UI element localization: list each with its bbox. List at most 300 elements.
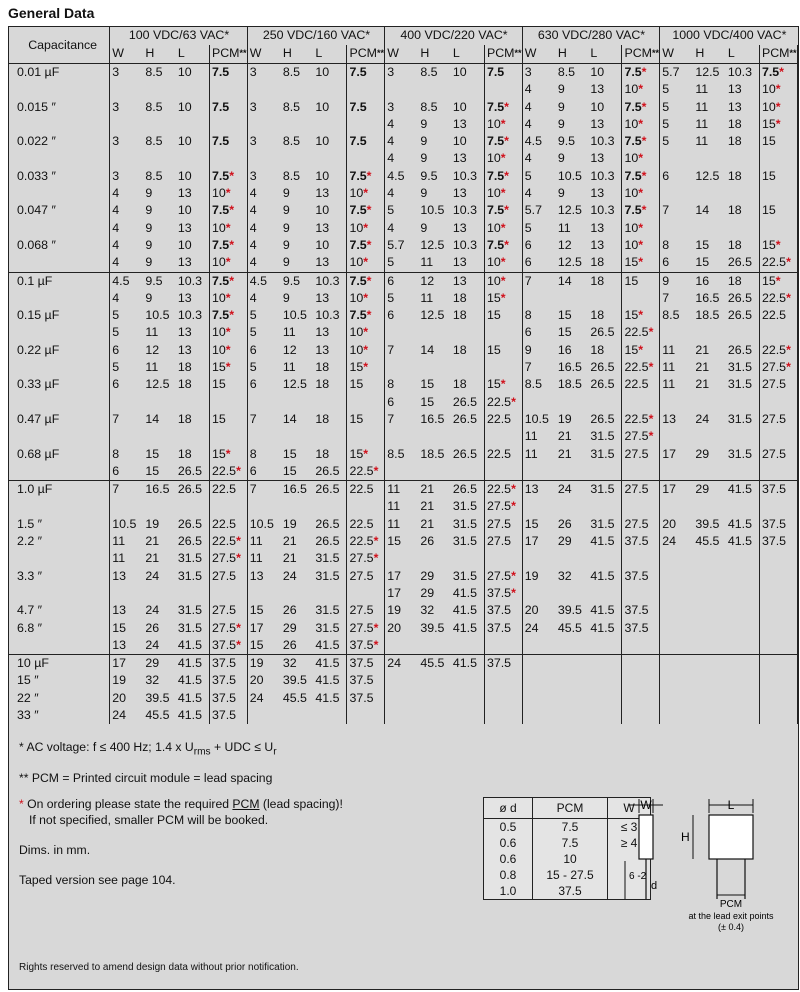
order-asterisk: * (504, 99, 509, 114)
w-cell: 4 (522, 150, 556, 167)
order-asterisk: * (373, 637, 379, 652)
pcm-cell (759, 707, 797, 724)
pcm-cell (622, 655, 660, 673)
order-asterisk: * (373, 620, 379, 635)
order-asterisk: * (638, 186, 644, 201)
pcm-value: 7.5 (486, 237, 505, 252)
w-cell (385, 707, 419, 724)
h-cell: 9 (420, 116, 428, 131)
order-asterisk: * (229, 203, 235, 218)
h-cell: 9 (420, 220, 428, 235)
l-cell: 18 (726, 272, 760, 290)
pcm-cell (484, 602, 522, 619)
order-asterisk: * (648, 411, 654, 426)
order-asterisk: * (511, 482, 516, 497)
pcm-cell (347, 185, 385, 202)
l-cell: 13 (315, 186, 330, 201)
l-cell: 26.5 (727, 255, 752, 270)
voltage-header: 100 VDC/63 VAC* (110, 27, 247, 45)
h-cell (281, 428, 314, 445)
order-asterisk: * (504, 237, 509, 252)
w-cell (385, 550, 419, 567)
w-cell (110, 81, 144, 98)
l-cell: 26.5 (315, 516, 340, 531)
w-cell: 15 (247, 637, 281, 655)
w-cell: 4 (522, 116, 556, 133)
pcm-value: 37.5 (624, 534, 649, 549)
l-cell (726, 324, 760, 341)
pcm-cell (484, 150, 522, 167)
pcm-cell (484, 655, 522, 673)
w-cell: 5 (660, 116, 694, 133)
pcm-cell (209, 324, 247, 341)
l-cell (726, 185, 760, 202)
w-cell: 3 (247, 99, 281, 116)
h-cell: 9.5 (420, 168, 438, 183)
pcm-cell (347, 637, 385, 655)
l-cell (726, 672, 760, 689)
l-cell: 31.5 (177, 568, 202, 583)
pcm-cell (622, 64, 660, 82)
l-cell (176, 81, 210, 98)
l-cell: 31.5 (177, 603, 202, 618)
l-cell: 41.5 (590, 620, 615, 635)
w-cell (110, 585, 144, 602)
pcm-cell (209, 237, 247, 254)
pcm-cell (484, 81, 522, 98)
w-cell: 24 (247, 690, 281, 707)
h-cell: 45.5 (695, 534, 720, 549)
pcm-cell (209, 585, 247, 602)
pcm-cell (622, 376, 660, 393)
h-cell: 24 (145, 568, 160, 583)
w-cell: 4.5 (385, 168, 419, 185)
w-cell: 11 (385, 516, 419, 533)
pcm-value: 10 (349, 255, 364, 270)
pcm-value: 27.5 (761, 360, 787, 375)
h-cell (556, 707, 589, 724)
w-cell: 13 (660, 411, 694, 428)
pcm-value: 37.5 (761, 516, 787, 531)
pcm-cell (759, 133, 797, 150)
l-cell: 26.5 (590, 411, 615, 426)
h-cell: 16.5 (420, 411, 445, 426)
pcm-cell (759, 168, 797, 185)
w-cell: 5 (385, 254, 419, 272)
w-cell (660, 655, 694, 673)
l-cell (726, 637, 760, 655)
h-cell: 15 (695, 255, 710, 270)
w-cell: 11 (522, 446, 556, 463)
pcm-value: 10 (486, 186, 501, 201)
pcm-value: 37.5 (211, 637, 237, 652)
table-row (9, 411, 798, 428)
pcm-cell (622, 394, 660, 411)
capacitance-cell: 0.01 µF (17, 65, 60, 79)
h-cell (418, 463, 451, 481)
pcm-cell (759, 446, 797, 463)
w-cell: 17 (385, 585, 419, 602)
pcm-cell (209, 202, 247, 219)
l-cell (176, 116, 210, 133)
l-cell: 13 (452, 116, 467, 131)
pcm-cell (347, 446, 385, 463)
h-header: H (418, 45, 451, 64)
pcm-value: 22.5 (349, 534, 374, 549)
pcm-cell (484, 707, 522, 724)
l-cell: 31.5 (315, 603, 340, 618)
pcm-cell (622, 428, 660, 445)
l-label: L (727, 798, 735, 812)
w-cell: 7 (110, 481, 144, 499)
h-cell: 9 (557, 186, 565, 201)
pcm-table-cell: 0.8 (484, 867, 533, 883)
l-cell: 26.5 (177, 516, 202, 531)
l-cell: 41.5 (726, 481, 760, 499)
w-cell: 13 (110, 637, 144, 655)
pcm-cell (484, 185, 522, 202)
pcm-value: 10 (211, 342, 226, 357)
w-cell: 6 (660, 254, 694, 272)
h-cell: 19 (557, 411, 572, 426)
w-cell: 5 (247, 359, 281, 376)
w-cell: 4 (110, 254, 144, 272)
l-cell: 10 (315, 65, 330, 79)
h-cell: 16 (693, 272, 726, 290)
pcm-value: 22.5 (486, 411, 512, 426)
w-cell (660, 220, 694, 237)
w-cell: 13 (247, 568, 281, 585)
h-cell: 21 (282, 551, 297, 566)
l-cell: 13 (315, 220, 330, 235)
w-cell: 15 (110, 620, 144, 637)
w-cell (660, 637, 694, 655)
h-cell: 9 (282, 186, 290, 201)
capacitance-cell: 0.015 ″ (17, 99, 56, 114)
pcm-cell (759, 428, 797, 445)
l-cell: 10 (177, 99, 192, 114)
pcm-value: 37.5 (761, 482, 787, 497)
h-cell: 11 (282, 325, 296, 340)
pcm-cell (209, 637, 247, 655)
w-cell (660, 550, 694, 567)
h-cell (281, 81, 314, 98)
h-cell: 12.5 (420, 308, 445, 323)
order-asterisk: * (363, 325, 369, 340)
pcm-cell (209, 481, 247, 499)
pcm-cell (209, 290, 247, 307)
pcm-value: 7.5 (349, 99, 367, 114)
w-cell: 7 (110, 411, 144, 428)
w-cell: 5 (247, 324, 281, 341)
pcm-value: 10 (349, 220, 364, 235)
w-cell: 3 (522, 64, 556, 82)
order-asterisk: * (366, 237, 372, 252)
h-cell: 8.5 (145, 65, 163, 79)
h-cell (556, 672, 589, 689)
pcm-cell (759, 272, 797, 290)
pcm-value: 7.5 (211, 99, 230, 114)
order-asterisk: * (638, 116, 644, 131)
pcm-cell (209, 168, 247, 185)
pcm-value: 7.5 (211, 203, 230, 218)
l-cell: 10 (315, 237, 330, 252)
h-cell (556, 498, 589, 515)
w-cell (110, 116, 144, 133)
w-cell: 13 (110, 568, 144, 585)
h-cell (556, 394, 589, 411)
l-cell (588, 655, 622, 673)
pcm-cell (759, 342, 797, 359)
h-cell (693, 568, 726, 585)
l-cell (726, 550, 760, 567)
h-cell (693, 602, 726, 619)
d-label: d (651, 880, 658, 892)
capacitance-cell: 0.022 ″ (17, 134, 56, 149)
l-cell: 41.5 (451, 655, 485, 673)
pcm-cell (622, 359, 660, 376)
order-asterisk: * (225, 255, 231, 270)
l-cell: 41.5 (452, 585, 477, 600)
pcm-cell (209, 516, 247, 533)
h-cell: 12.5 (420, 237, 445, 252)
l-cell (451, 324, 485, 341)
ordering-asterisk: * (19, 797, 24, 812)
l-cell: 13 (452, 220, 467, 235)
table-row (9, 690, 798, 707)
pcm-value: 7.5 (624, 168, 642, 183)
w-cell: 5 (385, 202, 419, 219)
l-cell: 26.5 (452, 446, 477, 461)
w-cell: 6 (522, 237, 556, 254)
capacitance-cell: 0.33 µF (17, 377, 60, 392)
w-cell: 6 (385, 394, 419, 411)
pcm-value: 22.5 (211, 482, 237, 497)
pcm-value: 15 (486, 308, 501, 323)
pcm-table-cell: 7.5 (533, 835, 608, 851)
pcm-cell (622, 568, 660, 585)
h-cell: 12.5 (557, 203, 582, 218)
l-cell (313, 81, 347, 98)
l-cell: 31.5 (315, 620, 340, 635)
order-asterisk: * (225, 325, 231, 340)
order-asterisk: * (638, 342, 644, 357)
l-cell: 18 (590, 308, 605, 323)
capacitance-cell (9, 463, 110, 481)
pcm-header (759, 45, 797, 64)
h-cell (693, 324, 726, 341)
pcm-cell (347, 707, 385, 724)
order-asterisk: * (641, 203, 647, 218)
w-cell (247, 116, 281, 133)
h-cell: 29 (693, 481, 726, 499)
pcm-cell (622, 237, 660, 254)
l-cell: 10.3 (177, 308, 202, 323)
w-cell: 5 (660, 81, 694, 98)
w-cell: 5.7 (385, 237, 419, 254)
table-row (9, 707, 798, 724)
order-asterisk: * (373, 534, 379, 549)
pcm-cell (484, 290, 522, 307)
w-cell: 7 (385, 342, 419, 359)
l-cell (588, 707, 622, 724)
pcm-table-cell: 15 - 27.5 (533, 867, 608, 883)
pcm-value: 27.5 (349, 620, 374, 635)
h-cell: 9 (557, 151, 565, 166)
w-cell: 3 (110, 99, 144, 116)
l-header: L (726, 45, 760, 64)
l-cell: 13 (315, 290, 330, 305)
h-cell: 9 (145, 237, 153, 252)
w-cell: 6 (110, 376, 144, 393)
h-cell: 18.5 (695, 308, 720, 323)
capacitance-cell (9, 81, 110, 98)
pcm-value: 27.5 (349, 603, 374, 618)
w-cell: 4 (247, 290, 281, 307)
h-cell (693, 498, 726, 515)
pcm-cell (484, 446, 522, 463)
w-cell: 10.5 (110, 516, 144, 533)
pcm-cell (759, 307, 797, 324)
h-cell (693, 185, 726, 202)
h-cell (556, 290, 589, 307)
pcm-cell (209, 81, 247, 98)
pcm-cell (759, 394, 797, 411)
pcm-table-header: W (608, 798, 651, 819)
pcm-value: 37.5 (486, 603, 512, 618)
order-asterisk: * (786, 360, 791, 375)
capacitance-cell: 33 ″ (17, 707, 39, 722)
pcm-cell (484, 568, 522, 585)
pcm-value: 10 (761, 99, 776, 114)
w-cell (385, 81, 419, 98)
pcm-cell (209, 272, 247, 290)
pcm-value: 37.5 (486, 620, 512, 635)
capacitance-cell (9, 498, 110, 515)
pcm-value: 7.5 (761, 65, 780, 79)
pcm-value: 37.5 (211, 673, 237, 688)
w-cell (247, 394, 281, 411)
capacitance-cell: 0.047 ″ (17, 203, 56, 218)
pcm-value: 37.5 (349, 637, 374, 652)
capacitance-cell: 4.7 ″ (17, 603, 43, 618)
h-cell: 21 (145, 534, 160, 549)
l-cell: 41.5 (727, 534, 752, 549)
l-cell: 10.3 (727, 65, 752, 79)
order-asterisk: * (366, 168, 372, 183)
h-cell: 39.5 (695, 516, 720, 531)
l-cell: 26.5 (177, 534, 202, 549)
order-asterisk: * (500, 220, 506, 235)
l-cell: 26.5 (177, 463, 202, 478)
pcm-cell (484, 637, 522, 655)
h-cell (693, 637, 726, 655)
w-cell: 4 (110, 237, 144, 254)
l-cell: 10 (590, 99, 605, 114)
w-cell: 4 (110, 185, 144, 202)
h-cell: 15 (145, 463, 160, 478)
pcm-cell (347, 602, 385, 619)
l-cell (313, 394, 347, 411)
pcm-value: 10 (349, 342, 364, 357)
capacitance-cell (9, 290, 110, 307)
pcm-cell (622, 168, 660, 185)
h-cell (556, 585, 589, 602)
table-row (9, 550, 798, 567)
capacitance-header: Capacitance (9, 27, 110, 64)
h-cell (418, 690, 451, 707)
pcm-table-cell: 0.6 (484, 851, 533, 867)
pcm-cell (347, 290, 385, 307)
l-cell (726, 428, 760, 445)
l-cell: 10.3 (590, 203, 615, 218)
pcm-value: 22.5 (211, 463, 237, 478)
h-cell (418, 359, 451, 376)
capacitance-cell (9, 254, 110, 272)
w-cell: 7 (385, 411, 419, 428)
pcm-table-cell: 37.5 (533, 883, 608, 900)
l-cell: 18 (452, 342, 467, 357)
l-cell: 10 (590, 65, 605, 79)
order-asterisk: * (638, 82, 644, 97)
pcm-value: 10 (211, 220, 226, 235)
pcm-cell (347, 307, 385, 324)
l-cell: 18 (315, 411, 330, 426)
order-asterisk: * (225, 360, 231, 375)
h-cell: 12.5 (282, 377, 307, 392)
pcm-value: 15 (624, 308, 639, 323)
pcm-value: 15 (349, 446, 364, 461)
w-cell: 6 (385, 272, 419, 290)
w-cell (110, 428, 144, 445)
h-cell: 10.5 (557, 168, 582, 183)
capacitance-cell: 0.22 µF (17, 342, 60, 357)
pcm-cell (347, 481, 385, 499)
h-cell: 29 (420, 585, 435, 600)
pcm-value: 15 (486, 342, 501, 357)
order-asterisk: * (500, 186, 506, 201)
l-cell (451, 550, 485, 567)
w-cell: 17 (660, 446, 694, 463)
pcm-value: 10 (624, 82, 639, 97)
h-cell: 15 (695, 237, 710, 252)
pcm-value: 27.5 (624, 516, 649, 531)
l-cell: 10.3 (452, 203, 477, 218)
pcm-value: 37.5 (624, 603, 649, 618)
capacitor-data-table (9, 27, 798, 724)
pcm-value: 10 (624, 116, 639, 131)
w-cell (247, 498, 281, 515)
pcm-cell (759, 602, 797, 619)
w-cell (247, 707, 281, 724)
l-cell: 13 (315, 255, 330, 270)
l-cell: 41.5 (177, 707, 202, 722)
pcm-cell (759, 376, 797, 393)
l-cell: 18 (177, 411, 192, 426)
w-cell: 17 (660, 481, 694, 499)
w-cell: 24 (385, 655, 419, 673)
pcm-cell (209, 359, 247, 376)
w-cell: 20 (660, 516, 694, 533)
l-cell: 13 (590, 151, 605, 166)
h-cell: 9.5 (143, 272, 176, 290)
table-row (9, 307, 798, 324)
pcm-cell (622, 324, 660, 341)
w-cell: 11 (522, 428, 556, 445)
l-cell: 26.5 (727, 290, 752, 305)
pcm-value: 15 (761, 237, 776, 252)
ordering-line2: If not specified, smaller PCM will be booked. (29, 813, 269, 828)
